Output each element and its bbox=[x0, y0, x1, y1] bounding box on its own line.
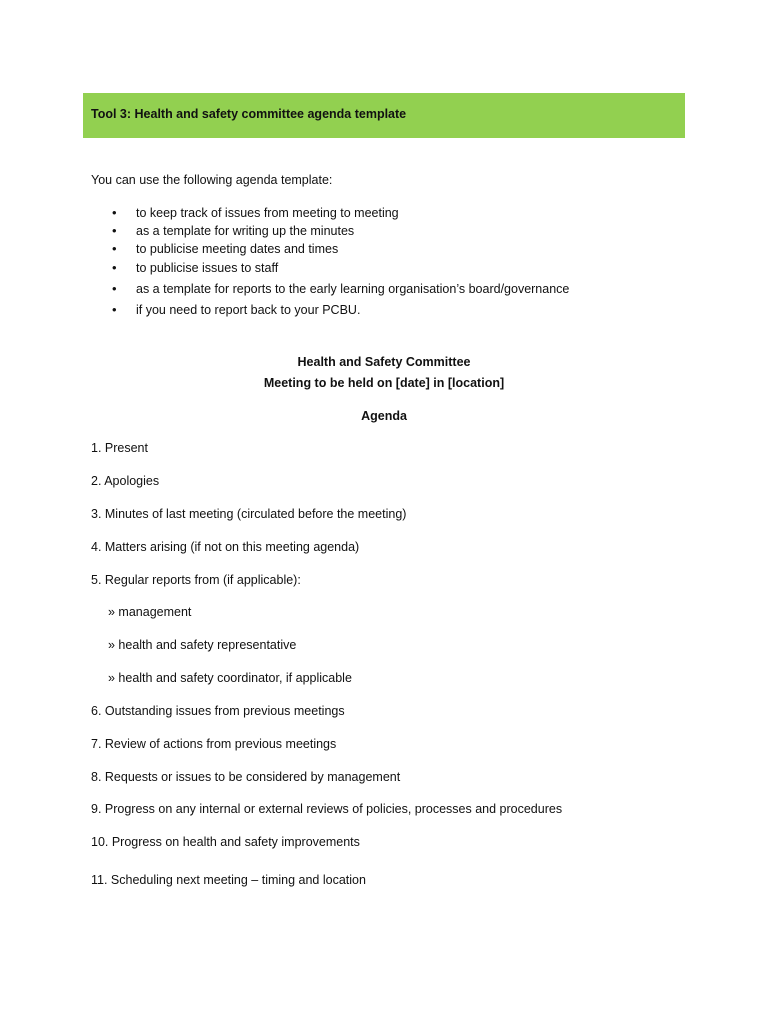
bullet-icon: • bbox=[112, 302, 117, 317]
sub-item-hs-coordinator: » health and safety coordinator, if applicable bbox=[108, 671, 352, 685]
bullet-icon: • bbox=[112, 281, 117, 296]
meeting-subheading: Meeting to be held on [date] in [location] bbox=[263, 376, 505, 390]
bullet-icon: • bbox=[112, 205, 117, 220]
agenda-item-next-meeting: 11. Scheduling next meeting – timing and location bbox=[91, 873, 366, 887]
bullet-icon: • bbox=[112, 223, 117, 238]
document-title: Tool 3: Health and safety committee agenda template bbox=[91, 107, 407, 121]
agenda-item-outstanding-issues: 6. Outstanding issues from previous meetings bbox=[91, 704, 345, 718]
committee-heading: Health and Safety Committee bbox=[297, 355, 471, 369]
sub-item-hs-representative: » health and safety representative bbox=[108, 638, 297, 652]
list-item-text: to keep track of issues from meeting to meeting bbox=[136, 206, 399, 220]
agenda-item-requests: 8. Requests or issues to be considered by management bbox=[91, 770, 401, 784]
agenda-heading: Agenda bbox=[361, 409, 407, 423]
agenda-item-minutes: 3. Minutes of last meeting (circulated before the meeting) bbox=[91, 507, 407, 521]
list-item-text: to publicise issues to staff bbox=[136, 261, 279, 275]
agenda-item-matters-arising: 4. Matters arising (if not on this meeting agenda) bbox=[91, 540, 360, 554]
sub-item-management: » management bbox=[108, 605, 192, 619]
agenda-item-progress-reviews: 9. Progress on any internal or external reviews of policies, processes and procedures bbox=[91, 802, 563, 816]
agenda-item-present: 1. Present bbox=[91, 441, 148, 455]
agenda-item-regular-reports: 5. Regular reports from (if applicable): bbox=[91, 573, 301, 587]
agenda-item-apologies: 2. Apologies bbox=[91, 474, 160, 488]
list-item-text: as a template for reports to the early learning organisation’s board/governance bbox=[136, 282, 570, 296]
agenda-item-progress-improvements: 10. Progress on health and safety improvements bbox=[91, 835, 360, 849]
title-banner bbox=[83, 93, 685, 138]
intro-text: You can use the following agenda template: bbox=[91, 173, 333, 187]
list-item-text: if you need to report back to your PCBU. bbox=[136, 303, 361, 317]
list-item-text: as a template for writing up the minutes bbox=[136, 224, 355, 238]
agenda-item-review-actions: 7. Review of actions from previous meetings bbox=[91, 737, 337, 751]
list-item-text: to publicise meeting dates and times bbox=[136, 242, 339, 256]
bullet-icon: • bbox=[112, 260, 117, 275]
bullet-icon: • bbox=[112, 241, 117, 256]
